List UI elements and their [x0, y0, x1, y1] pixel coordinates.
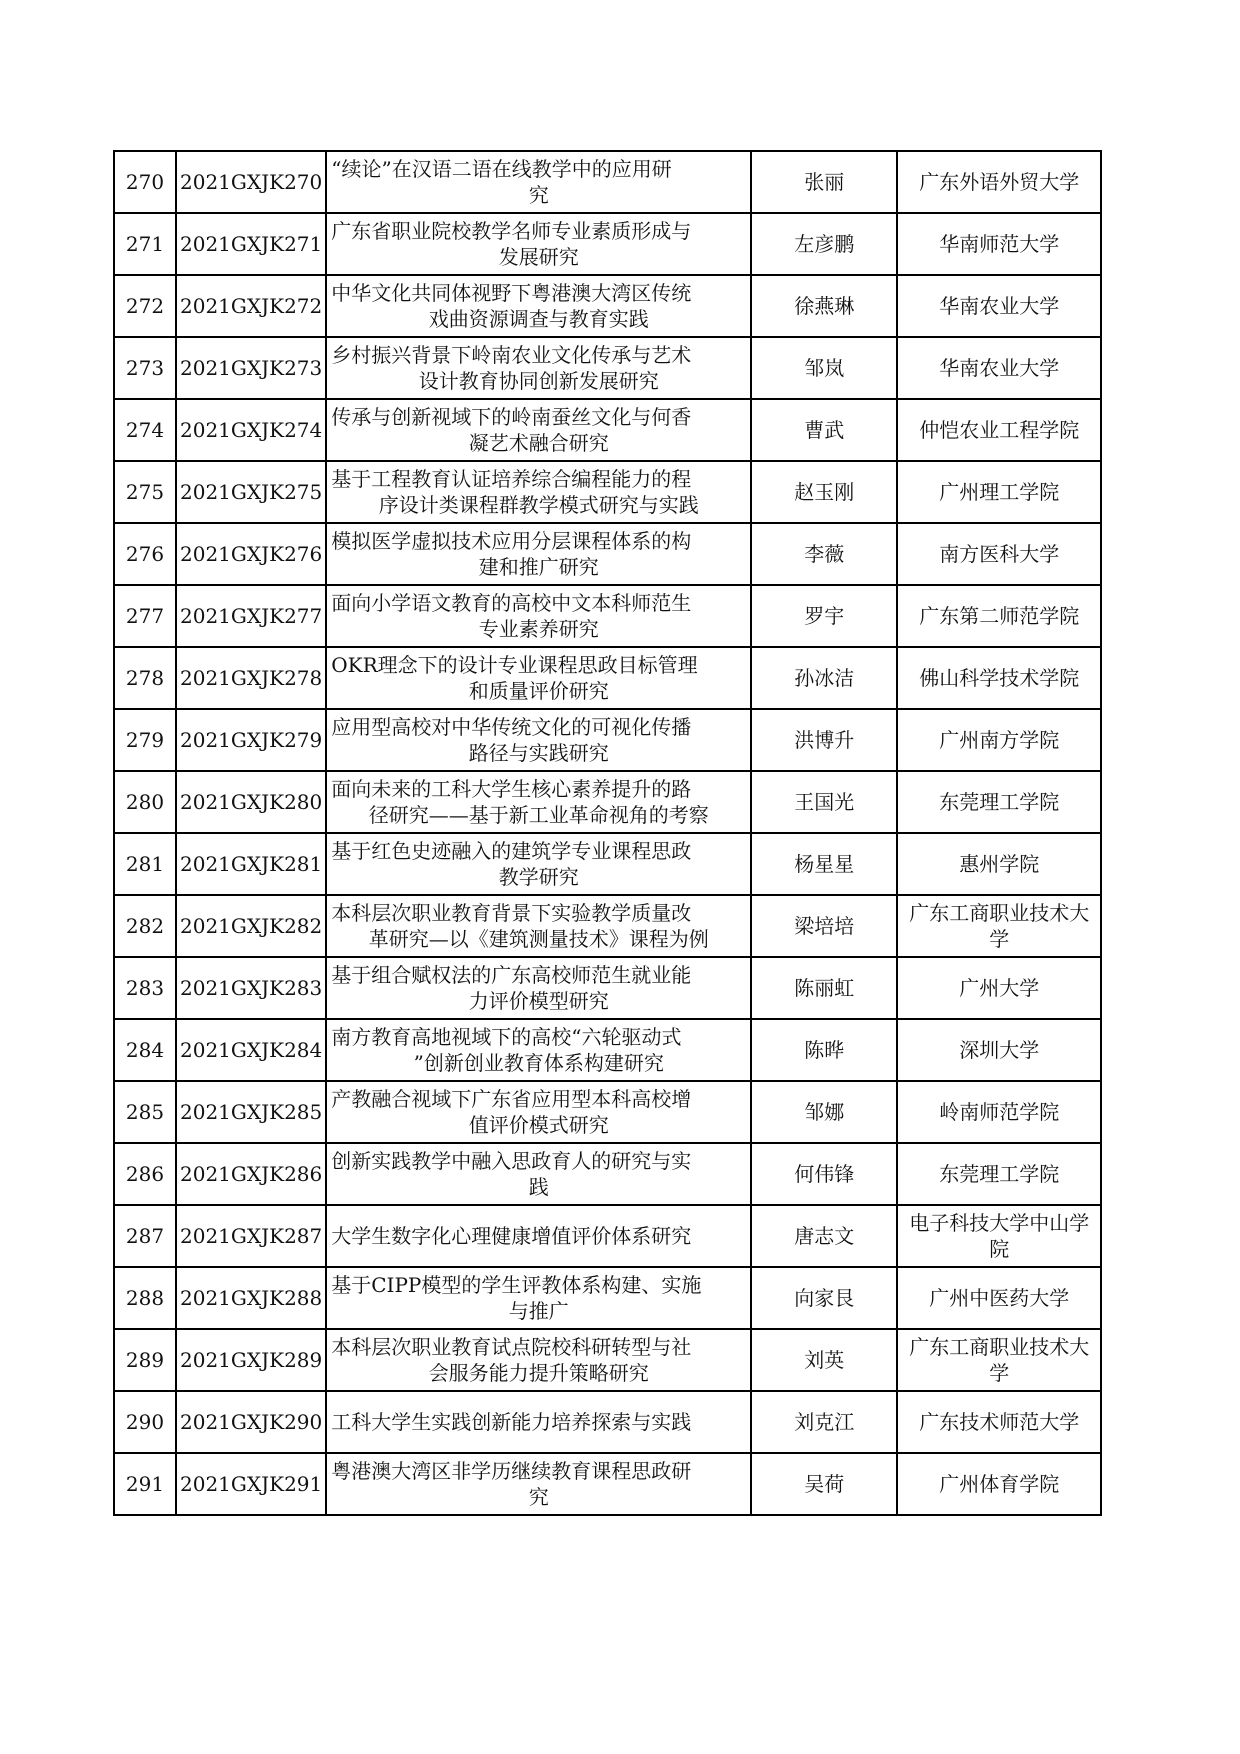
project-leader: 李薇	[751, 523, 897, 585]
project-code: 2021GXJK288	[176, 1267, 326, 1329]
project-leader: 陈晔	[751, 1019, 897, 1081]
row-number: 291	[114, 1453, 176, 1515]
project-title-line1: “续论”在汉语二语在线教学中的应用研	[331, 157, 672, 181]
project-leader: 张丽	[751, 151, 897, 213]
project-title	[326, 461, 751, 523]
row-number: 280	[114, 771, 176, 833]
project-title	[326, 647, 751, 709]
row-number: 272	[114, 275, 176, 337]
project-title	[326, 1391, 751, 1453]
project-leader: 邹岚	[751, 337, 897, 399]
project-code: 2021GXJK277	[176, 585, 326, 647]
project-title	[326, 337, 751, 399]
table-row	[114, 523, 1101, 585]
institution-name: 南方医科大学	[897, 523, 1101, 585]
table-row	[114, 461, 1101, 523]
institution-name: 广州理工学院	[897, 461, 1101, 523]
project-leader: 刘英	[751, 1329, 897, 1391]
project-title-line1: 基于组合赋权法的广东高校师范生就业能	[331, 963, 692, 987]
project-title	[326, 1205, 751, 1267]
institution-name: 广东外语外贸大学	[897, 151, 1101, 213]
project-title-line2: 和质量评价研究	[468, 679, 609, 703]
row-number: 281	[114, 833, 176, 895]
project-title-line1: 应用型高校对中华传统文化的可视化传播	[331, 715, 692, 739]
institution-name: 电子科技大学中山学院	[897, 1205, 1101, 1267]
project-leader: 王国光	[751, 771, 897, 833]
project-title-line2: 设计教育协同创新发展研究	[418, 369, 659, 393]
table-body	[114, 151, 1101, 1515]
project-title	[326, 1081, 751, 1143]
table-row	[114, 1391, 1101, 1453]
table-row	[114, 1329, 1101, 1391]
project-title-line1: 中华文化共同体视野下粤港澳大湾区传统	[331, 281, 692, 305]
table-row	[114, 833, 1101, 895]
project-title-line1: 模拟医学虚拟技术应用分层课程体系的构	[331, 529, 692, 553]
project-title-line1: 乡村振兴背景下岭南农业文化传承与艺术	[331, 343, 692, 367]
project-leader: 杨星星	[751, 833, 897, 895]
row-number: 271	[114, 213, 176, 275]
project-code: 2021GXJK276	[176, 523, 326, 585]
row-number: 273	[114, 337, 176, 399]
project-title-line1: 基于CIPP模型的学生评教体系构建、实施	[331, 1273, 702, 1297]
table-row	[114, 895, 1101, 957]
project-title-line1: 创新实践教学中融入思政育人的研究与实	[331, 1149, 692, 1173]
institution-name: 佛山科学技术学院	[897, 647, 1101, 709]
project-code: 2021GXJK272	[176, 275, 326, 337]
row-number: 276	[114, 523, 176, 585]
row-number: 275	[114, 461, 176, 523]
project-title-line1: 面向未来的工科大学生核心素养提升的路	[331, 777, 692, 801]
project-leader: 何伟锋	[751, 1143, 897, 1205]
institution-name: 东莞理工学院	[897, 771, 1101, 833]
project-title-line1: 广东省职业院校教学名师专业素质形成与	[331, 219, 692, 243]
project-code: 2021GXJK283	[176, 957, 326, 1019]
project-title-line2: 径研究——基于新工业革命视角的考察	[368, 803, 709, 827]
project-title-line2: 建和推广研究	[478, 555, 599, 579]
project-leader: 孙冰洁	[751, 647, 897, 709]
table-row	[114, 1453, 1101, 1515]
project-leader: 洪博升	[751, 709, 897, 771]
project-title-line2: 力评价模型研究	[468, 989, 609, 1013]
table-row	[114, 1019, 1101, 1081]
project-title-line2: 序设计类课程群教学模式研究与实践	[378, 493, 699, 517]
project-leader: 左彦鹏	[751, 213, 897, 275]
institution-name: 华南农业大学	[897, 275, 1101, 337]
table-row	[114, 337, 1101, 399]
project-title-line2: 发展研究	[498, 245, 579, 269]
table-row	[114, 275, 1101, 337]
project-title	[326, 709, 751, 771]
table-row	[114, 709, 1101, 771]
project-title-line1: 工科大学生实践创新能力培养探索与实践	[331, 1410, 692, 1434]
project-title-line2: 专业素养研究	[478, 617, 599, 641]
project-title-line2: 会服务能力提升策略研究	[428, 1361, 649, 1385]
institution-name: 广东工商职业技术大学	[897, 895, 1101, 957]
project-title	[326, 1019, 751, 1081]
institution-name: 东莞理工学院	[897, 1143, 1101, 1205]
project-code: 2021GXJK289	[176, 1329, 326, 1391]
institution-name: 广州大学	[897, 957, 1101, 1019]
project-code: 2021GXJK275	[176, 461, 326, 523]
institution-name: 广东工商职业技术大学	[897, 1329, 1101, 1391]
project-code: 2021GXJK278	[176, 647, 326, 709]
project-leader: 罗宇	[751, 585, 897, 647]
project-code: 2021GXJK273	[176, 337, 326, 399]
project-leader: 徐燕琳	[751, 275, 897, 337]
project-title	[326, 1453, 751, 1515]
project-leader: 刘克江	[751, 1391, 897, 1453]
institution-name: 华南师范大学	[897, 213, 1101, 275]
project-title-line1: 本科层次职业教育试点院校科研转型与社	[331, 1335, 692, 1359]
row-number: 278	[114, 647, 176, 709]
project-title	[326, 1329, 751, 1391]
project-title-line2: 凝艺术融合研究	[468, 431, 609, 455]
row-number: 290	[114, 1391, 176, 1453]
project-code: 2021GXJK279	[176, 709, 326, 771]
institution-name: 深圳大学	[897, 1019, 1101, 1081]
table-row	[114, 647, 1101, 709]
project-code: 2021GXJK280	[176, 771, 326, 833]
project-title-line1: 粤港澳大湾区非学历继续教育课程思政研	[331, 1459, 692, 1483]
project-leader: 唐志文	[751, 1205, 897, 1267]
project-code: 2021GXJK290	[176, 1391, 326, 1453]
project-leader: 陈丽虹	[751, 957, 897, 1019]
project-code: 2021GXJK287	[176, 1205, 326, 1267]
row-number: 289	[114, 1329, 176, 1391]
project-title-line2: 路径与实践研究	[468, 741, 609, 765]
project-code: 2021GXJK285	[176, 1081, 326, 1143]
project-title	[326, 399, 751, 461]
institution-name: 广州中医药大学	[897, 1267, 1101, 1329]
project-title	[326, 1143, 751, 1205]
row-number: 279	[114, 709, 176, 771]
row-number: 274	[114, 399, 176, 461]
project-title-line1: 面向小学语文教育的高校中文本科师范生	[331, 591, 692, 615]
project-code: 2021GXJK281	[176, 833, 326, 895]
project-leader: 邹娜	[751, 1081, 897, 1143]
project-title-line2: 值评价模式研究	[468, 1113, 609, 1137]
project-leader: 向家艮	[751, 1267, 897, 1329]
project-code: 2021GXJK291	[176, 1453, 326, 1515]
project-code: 2021GXJK284	[176, 1019, 326, 1081]
project-title-line1: 基于工程教育认证培养综合编程能力的程	[331, 467, 692, 491]
project-code: 2021GXJK282	[176, 895, 326, 957]
project-title-line2: 究	[528, 183, 549, 207]
project-code: 2021GXJK274	[176, 399, 326, 461]
project-title-line1: 产教融合视域下广东省应用型本科高校增	[331, 1087, 692, 1111]
project-title-line1: 大学生数字化心理健康增值评价体系研究	[331, 1224, 692, 1248]
table-row	[114, 1205, 1101, 1267]
project-title	[326, 523, 751, 585]
row-number: 287	[114, 1205, 176, 1267]
project-title-line2: ”创新创业教育体系构建研究	[413, 1051, 664, 1075]
project-list-table	[113, 150, 1102, 1516]
project-title	[326, 771, 751, 833]
row-number: 282	[114, 895, 176, 957]
table-row	[114, 1143, 1101, 1205]
project-title	[326, 275, 751, 337]
table-row	[114, 1081, 1101, 1143]
project-title-line2: 教学研究	[498, 865, 579, 889]
project-title	[326, 957, 751, 1019]
project-title	[326, 895, 751, 957]
table-row	[114, 957, 1101, 1019]
institution-name: 广东第二师范学院	[897, 585, 1101, 647]
project-title-line1: 南方教育高地视域下的高校“六轮驱动式	[331, 1025, 682, 1049]
project-title	[326, 1267, 751, 1329]
institution-name: 华南农业大学	[897, 337, 1101, 399]
table-row	[114, 585, 1101, 647]
project-title-line1: 传承与创新视域下的岭南蚕丝文化与何香	[331, 405, 692, 429]
table-row	[114, 151, 1101, 213]
row-number: 284	[114, 1019, 176, 1081]
project-title	[326, 213, 751, 275]
project-title	[326, 151, 751, 213]
table-row	[114, 1267, 1101, 1329]
table-row	[114, 771, 1101, 833]
institution-name: 广州体育学院	[897, 1453, 1101, 1515]
project-leader: 曹武	[751, 399, 897, 461]
table-row	[114, 213, 1101, 275]
project-title-line2: 与推广	[508, 1299, 569, 1323]
row-number: 288	[114, 1267, 176, 1329]
project-code: 2021GXJK270	[176, 151, 326, 213]
project-title	[326, 585, 751, 647]
project-code: 2021GXJK271	[176, 213, 326, 275]
row-number: 283	[114, 957, 176, 1019]
project-code: 2021GXJK286	[176, 1143, 326, 1205]
project-title-line2: 戏曲资源调查与教育实践	[428, 307, 649, 331]
institution-name: 广东技术师范大学	[897, 1391, 1101, 1453]
row-number: 285	[114, 1081, 176, 1143]
project-leader: 梁培培	[751, 895, 897, 957]
institution-name: 岭南师范学院	[897, 1081, 1101, 1143]
institution-name: 广州南方学院	[897, 709, 1101, 771]
project-title-line2: 究	[528, 1485, 549, 1509]
project-title-line1: 本科层次职业教育背景下实验教学质量改	[331, 901, 692, 925]
row-number: 270	[114, 151, 176, 213]
row-number: 286	[114, 1143, 176, 1205]
project-title-line1: OKR理念下的设计专业课程思政目标管理	[331, 653, 698, 677]
project-title-line1: 基于红色史迹融入的建筑学专业课程思政	[331, 839, 692, 863]
project-title-line2: 革研究—以《建筑测量技术》课程为例	[368, 927, 709, 951]
project-title-line2: 践	[528, 1175, 549, 1199]
project-leader: 赵玉刚	[751, 461, 897, 523]
project-title	[326, 833, 751, 895]
row-number: 277	[114, 585, 176, 647]
institution-name: 仲恺农业工程学院	[897, 399, 1101, 461]
table-row	[114, 399, 1101, 461]
project-leader: 吴荷	[751, 1453, 897, 1515]
institution-name: 惠州学院	[897, 833, 1101, 895]
